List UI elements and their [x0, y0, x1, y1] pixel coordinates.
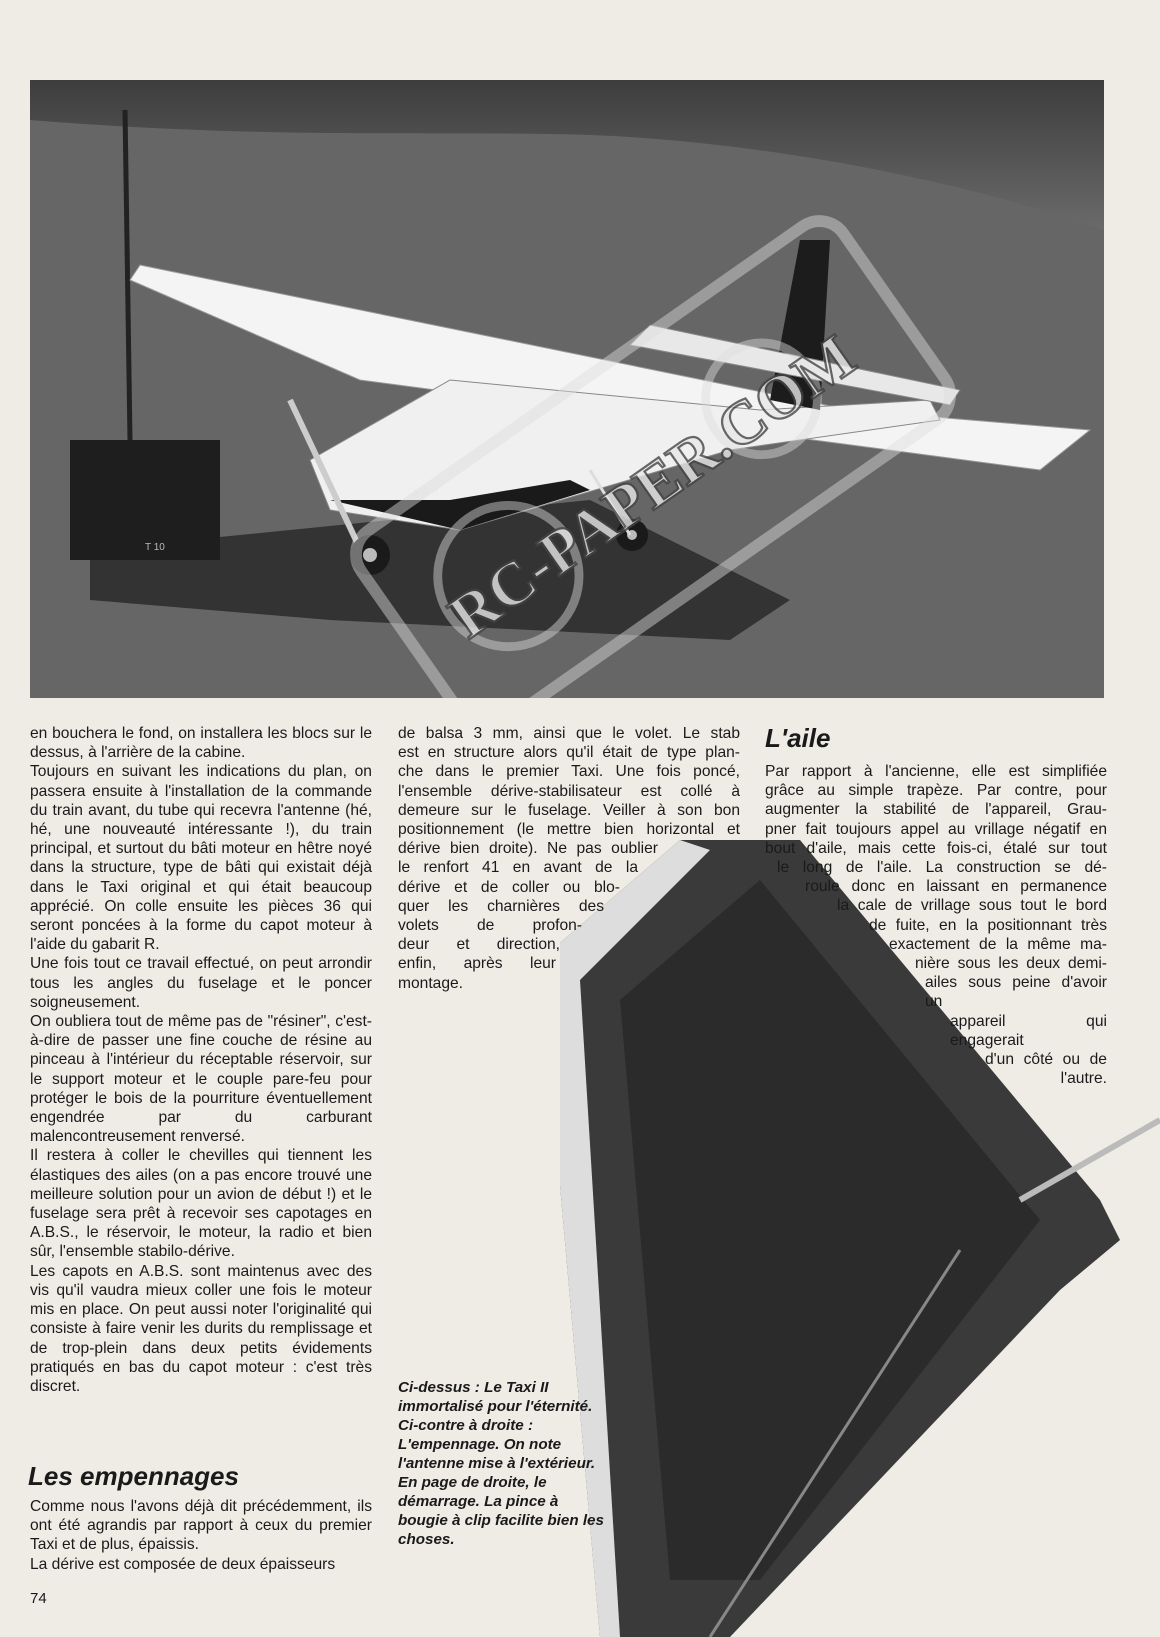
paragraph: Il restera à coller le chevilles qui tiennent les élastiques des ailes (on a pas encore trouvé une meilleure solution pour un avion de début !) et le fuselage sera prêt à recevoir ses capotages en A.B.S., le réservoir, le moteur, la radio et bien sûr, l'ensemble stabilo-dérive. [30, 1147, 372, 1261]
text-line: exactement de la même ma- [889, 935, 1107, 953]
watermark-logo [110, 170, 1104, 698]
heading-aile: L'aile [765, 723, 831, 753]
paragraph: Comme nous l'avons déjà dit précédemment, ils ont été agrandis par rapport à ceux du premier Taxi et de plus, épaissis. [30, 1498, 372, 1554]
page-number: 74 [30, 1590, 47, 1607]
text-line: appareil qui engagerait [950, 1012, 1107, 1049]
text-line: demeure sur le fuselage. Veiller à son bon [398, 801, 740, 819]
column-2 [398, 724, 740, 993]
text-line: nière sous les deux demi- [915, 955, 1107, 973]
text-line: de fuite, en la positionnant très [869, 916, 1107, 934]
text-line: volets de profon- [398, 917, 582, 935]
paragraph: La dérive est composée de deux épaisseurs [30, 1555, 336, 1573]
plane-label: TAXI II [405, 486, 439, 498]
text-line: dérive bien droite). Ne pas oublier [398, 840, 658, 858]
photo-taxi-ii [30, 80, 1104, 698]
transmitter-label: T 10 [145, 542, 165, 553]
text-line: d'un côté ou de [985, 1051, 1107, 1069]
text-line: che dans le premier Taxi. Une fois poncé, [398, 763, 740, 781]
text-line: positionnement (le mettre bien horizontal et [398, 821, 740, 839]
text-line: Par rapport à l'ancienne, elle est simplifiée [765, 763, 1107, 780]
text-line: le long de l'aile. La construction se dé- [777, 859, 1107, 877]
text-line: deur et direction, [398, 936, 560, 954]
paragraph: Une fois tout ce travail effectué, on peut arrondir tous les angles du fuselage et le poncer soigneusement. [30, 955, 372, 1011]
text-line: grâce au simple trapèze. Par contre, pour [765, 782, 1107, 800]
text-line: de balsa 3 mm, ainsi que le volet. Le stab [398, 725, 740, 742]
column-1 [30, 724, 372, 1396]
text-line: l'autre. [1060, 1070, 1107, 1088]
paragraph: Toujours en suivant les indications du plan, on passera ensuite à l'installation de la commande du train avant, du tube qui recevra l'antenne (hé, hé, une nouveauté intéressante !), du train principal, et surtout du bâti moteur en hêtre noyé dans la structure, type de bâti qui existait déjà dans le Taxi original et qui était beaucoup apprécié. On colle ensuite les pièces 36 qui seront poncées à la forme du capot moteur à l'aide du gabarit R. [30, 763, 372, 954]
heading-empennages: Les empennages [28, 1461, 239, 1491]
text-line: dérive et de coller ou blo- [398, 878, 620, 896]
text-line: montage. [398, 974, 464, 992]
text-line: est en structure alors qu'il était de type plan- [398, 744, 740, 762]
text-line: l'ensemble dérive-stabilisateur est collé à [398, 782, 740, 800]
text-line: enfin, après leur [398, 955, 556, 973]
text-line: le renfort 41 en avant de la [398, 859, 638, 877]
svg-text:RC-PAPER.COM: RC-PAPER.COM [437, 321, 868, 652]
text-line: ailes sous peine d'avoir un [925, 974, 1107, 1011]
paragraph: Les capots en A.B.S. sont maintenus avec des vis qu'il vaudra mieux coller une fois le moteur mis en place. On peut aussi noter l'originalité qui consiste à faire venir les durits du remplissage et de trop-plein dans deux petits évidements pratiqués en bas du capot moteur : c'est très discret. [30, 1262, 372, 1395]
text-line: roule donc en laissant en permanence [805, 878, 1107, 896]
paragraph: en bouchera le fond, on installera les blocs sur le dessus, à l'arrière de la cabine. [30, 725, 372, 762]
text-line: quer les charnières des [398, 897, 604, 915]
column-3 [765, 762, 1107, 1088]
text-line: bout d'aile, mais cette fois-ci, étalé sur tout [765, 839, 1107, 857]
text-line: la cale de vrillage sous tout le bord [837, 897, 1107, 915]
photo-caption: Ci-dessus : Le Taxi II immortalisé pour l'éternité. Ci-contre à droite : L'empennage. On note l'antenne mise à l'extérieur. En page de droite, le démarrage. La pince à bougie à clip facilite bien les choses. [398, 1379, 604, 1548]
empennages-text [30, 1497, 372, 1574]
text-line: pner fait toujours appel au vrillage négatif en [765, 820, 1107, 838]
paragraph: On oubliera tout de même pas de "résiner", c'est-à-dire de passer une fine couche de résine au pinceau à l'intérieur du réceptable réservoir, sur le support moteur et le couple pare-feu pour protéger le bois de la pourriture éventuellement engendrée par du carburant malencontreusement renversé. [30, 1013, 372, 1146]
text-line: augmenter la stabilité de l'appareil, Grau- [765, 801, 1107, 819]
